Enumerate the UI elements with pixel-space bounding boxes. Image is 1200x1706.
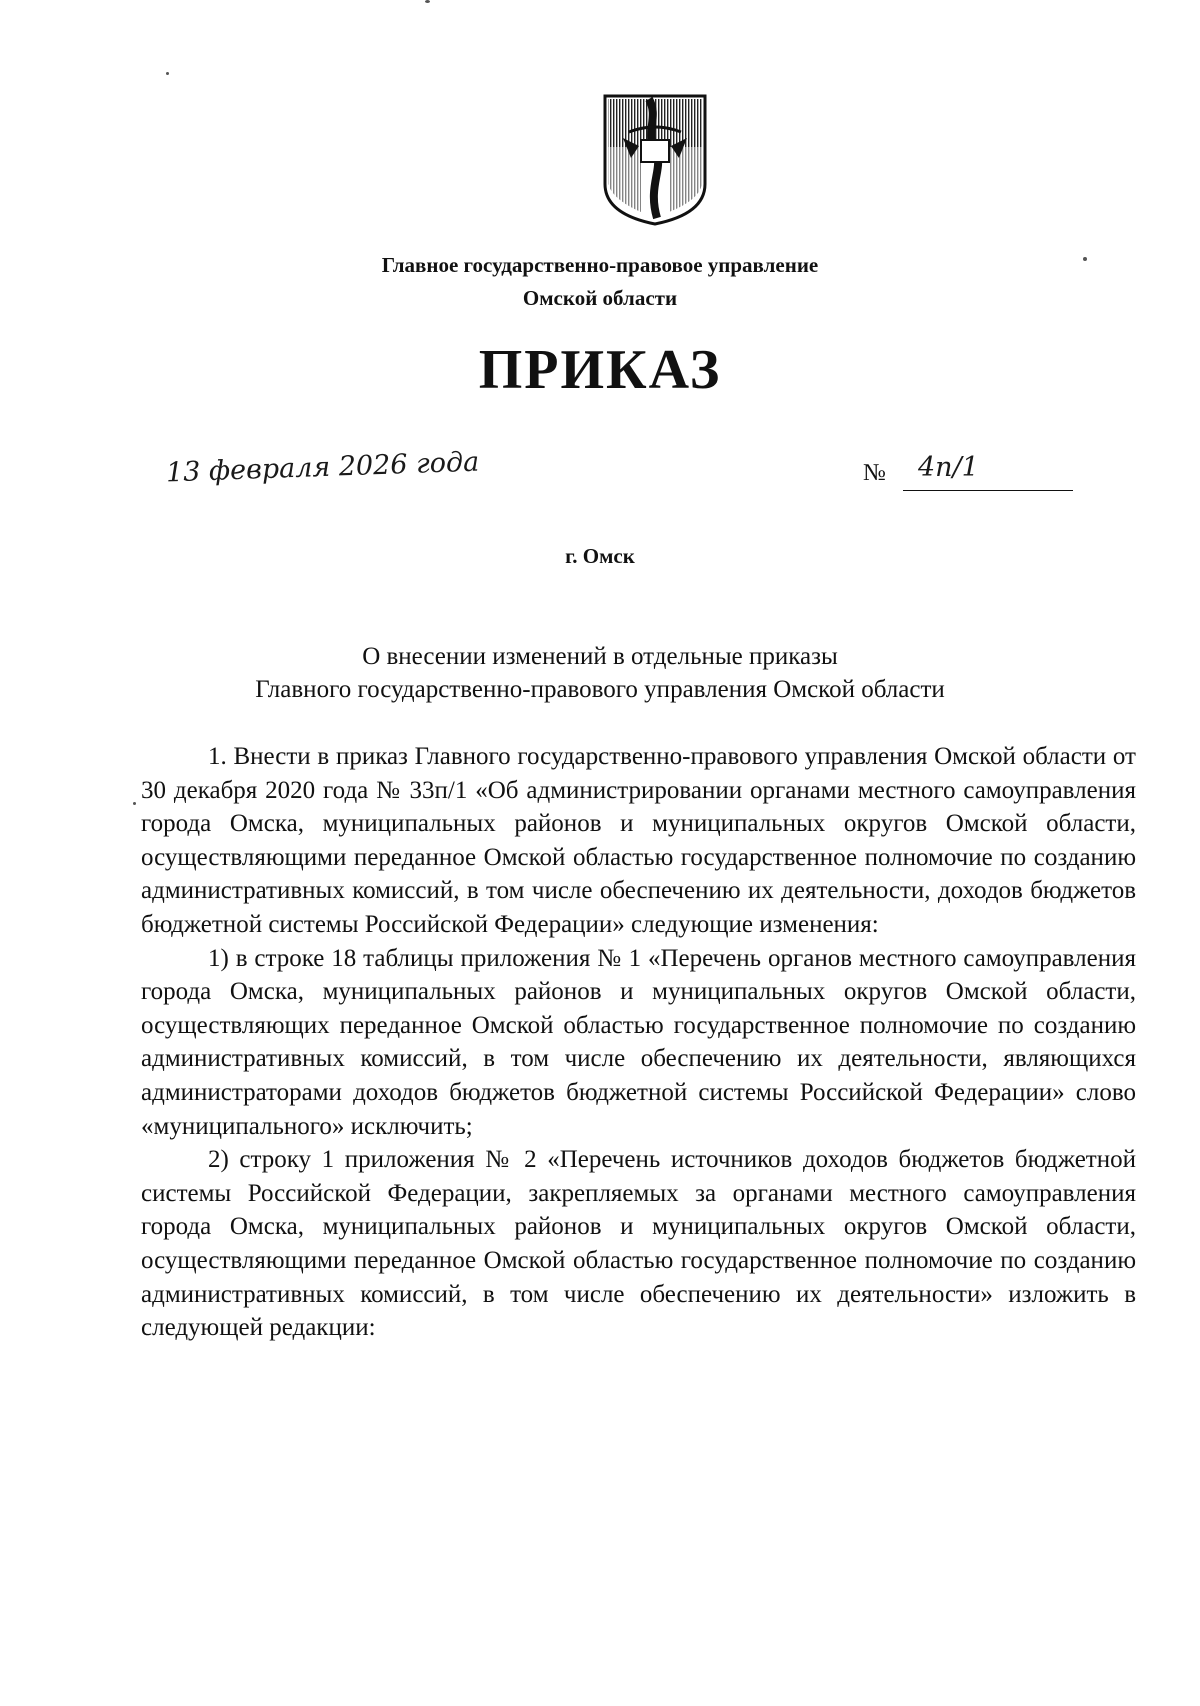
handwritten-order-number: 4п/1 [918, 452, 979, 483]
body-paragraph-1: 1. Внести в приказ Главного государственно-правового управления Омской области от 30 декабря 2020 года № 33п/1 «Об администрировании органами местного самоуправления города Омска, муниципальных районов и муниципальных округов Омской области, осуществляющими переданное Омской областью государственное полномочие по созданию административных комиссий, в том числе обеспечению их деятельности, доходов бюджетов бюджетной системы Российской Федерации» следующие изменения: [141, 743, 1136, 938]
body-paragraph-3: 2) строку 1 приложения № 2 «Перечень источников доходов бюджетов бюджетной системы Российской Федерации, закрепляемых за органами местного самоуправления города Омска, муниципальных районов и муниципальных округов Омской области, осуществляющими переданное Омской областью государственное полномочие по созданию административных комиссий, в том числе обеспечению их деятельности» изложить в следующей редакции: [141, 1146, 1136, 1342]
scan-speck [425, 0, 430, 3]
handwritten-date: 13 февраля 2026 года [165, 446, 480, 489]
subject-line1: О внесении изменений в отдельные приказы [362, 643, 838, 670]
scan-speck [1083, 257, 1087, 261]
scan-speck [133, 802, 136, 805]
city-label: г. Омск [565, 544, 635, 568]
scan-speck [166, 72, 169, 75]
order-number [863, 452, 1073, 498]
document-body [141, 740, 1136, 1345]
subject-line2: Главного государственно-правового управления Омской области [255, 676, 945, 703]
coat-of-arms-emblem [601, 92, 709, 226]
number-underline [903, 490, 1073, 491]
body-paragraph-2: 1) в строке 18 таблицы приложения № 1 «Перечень органов местного самоуправления города Омска, муниципальных районов и муниципальных округов Омской области, осуществляющих переданное Омской областью государственное полномочие по созданию административных комиссий, в том числе обеспечению их деятельности, являющихся администраторами доходов бюджетов бюджетной системы Российской Федерации» слово «муниципального» исключить; [141, 944, 1136, 1140]
agency-name-line1: Главное государственно-правовое управление [381, 253, 819, 277]
number-sign: № [863, 460, 886, 486]
document-type-title: ПРИКАЗ [478, 339, 722, 401]
agency-name-line2: Омской области [522, 286, 678, 310]
